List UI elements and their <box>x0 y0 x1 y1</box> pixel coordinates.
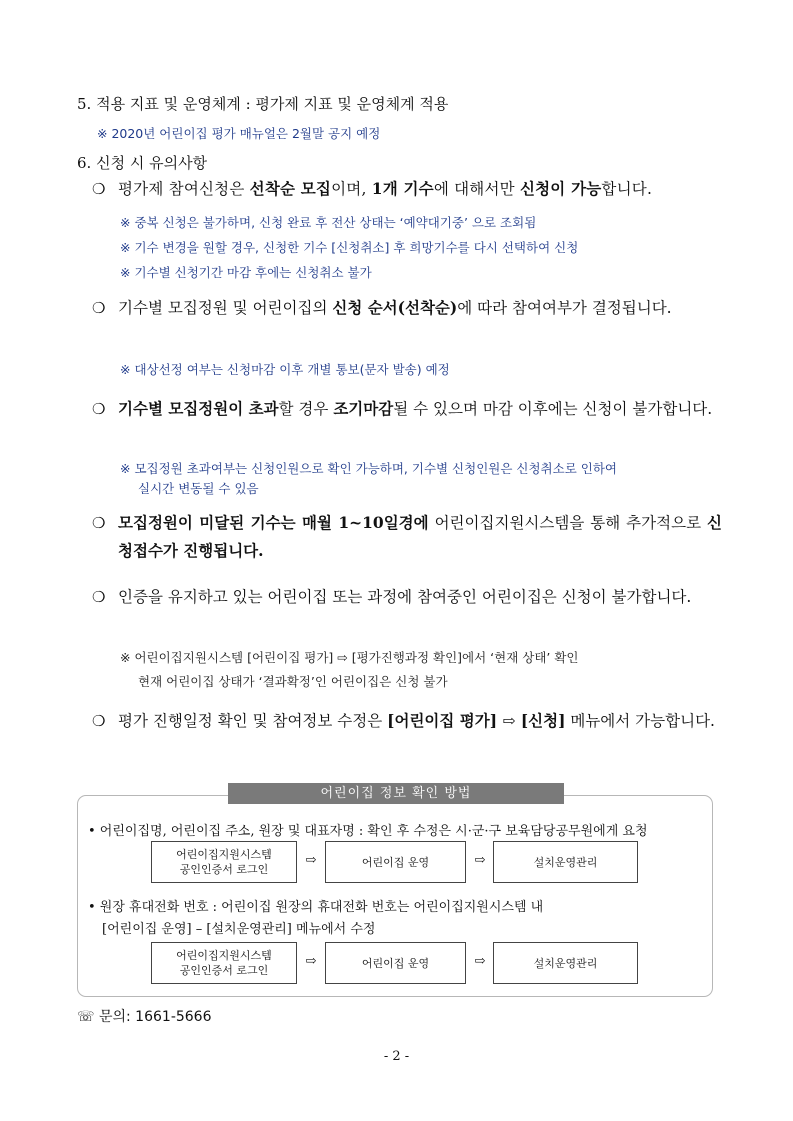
flow-2-management-box: 설치운영관리 <box>493 942 638 984</box>
item-1-note-1: ※ 중복 신청은 불가하며, 신청 완료 후 전산 상태는 ‘예약대기중’ 으로 조회됨 <box>120 215 537 230</box>
requirement-item-4: ❍ 모집정원이 미달된 기수는 매월 1~10일경에 어린이집지원시스템을 통해 추가적으로 신청접수가 진행됩니다. <box>92 509 722 565</box>
flow-1-management-box: 설치운영관리 <box>493 841 638 883</box>
contact-line <box>77 1006 212 1026</box>
requirement-item-2: ❍ 기수별 모집정원 및 어린이집의 신청 순서(선착순)에 따라 참여여부가 결정됩니다. <box>92 294 722 322</box>
flow-1-operation-box: 어린이집 운영 <box>325 841 466 883</box>
requirement-item-1: ❍ 평가제 참여신청은 선착순 모집이며, 1개 기수에 대해서만 신청이 가능합니다. <box>92 175 722 203</box>
item-5-note-line-2: 현재 어린이집 상태가 ‘결과확정’인 어린이집은 신청 불가 <box>138 674 448 689</box>
contact-text: 문의: 1661-5666 <box>98 1009 212 1025</box>
requirement-item-3: ❍ 기수별 모집정원이 초과할 경우 조기마감될 수 있으며 마감 이후에는 신청이 불가합니다. <box>92 395 722 423</box>
requirement-item-6: ❍ 평가 진행일정 확인 및 참여정보 수정은 [어린이집 평가] ⇨ [신청] 메뉴에서 가능합니다. <box>92 707 722 735</box>
section-5-heading: 5. 적용 지표 및 운영체계 : 평가제 지표 및 운영체계 적용 <box>77 95 449 113</box>
arrow-right-icon: ⇨ <box>474 853 486 868</box>
item-5-note-line-1: ※ 어린이집지원시스템 [어린이집 평가] ⇨ [평가진행과정 확인]에서 ‘현재 상태’ 확인 <box>120 650 579 665</box>
arrow-right-icon: ⇨ <box>474 954 486 969</box>
bullet-circle-icon: ❍ <box>92 400 106 418</box>
info-box-title: 어린이집 정보 확인 방법 <box>228 783 564 804</box>
info-line-3: [어린이집 운영] – [설치운영관리] 메뉴에서 수정 <box>102 922 376 937</box>
arrow-right-icon: ⇨ <box>305 954 317 969</box>
bullet-circle-icon: ❍ <box>92 588 106 606</box>
info-line-2: • 원장 휴대전화 번호 : 어린이집 원장의 휴대전화 번호는 어린이집지원시스템 내 <box>88 900 544 915</box>
flow-2-login-box: 어린이집지원시스템 공인인증서 로그인 <box>151 942 297 984</box>
phone-icon: ☏ <box>77 1009 95 1025</box>
item-2-note: ※ 대상선정 여부는 신청마감 이후 개별 통보(문자 발송) 예정 <box>120 362 450 377</box>
item-1-note-2: ※ 기수 변경을 원할 경우, 신청한 기수 [신청취소] 후 희망기수를 다시 선택하여 신청 <box>120 240 579 255</box>
item-3-note-line-2: 실시간 변동될 수 있음 <box>138 481 259 496</box>
flow-2-operation-box: 어린이집 운영 <box>325 942 466 984</box>
bullet-circle-icon: ❍ <box>92 712 106 730</box>
info-line-1: • 어린이집명, 어린이집 주소, 원장 및 대표자명 : 확인 후 수정은 시·군·구 보육담당공무원에게 요청 <box>88 824 648 839</box>
arrow-right-icon: ⇨ <box>305 853 317 868</box>
item-1-note-3: ※ 기수별 신청기간 마감 후에는 신청취소 불가 <box>120 265 372 280</box>
section-5-note: ※ 2020년 어린이집 평가 매뉴얼은 2월말 공지 예정 <box>97 126 381 141</box>
bullet-circle-icon: ❍ <box>92 180 106 198</box>
section-6-heading: 6. 신청 시 유의사항 <box>77 154 208 172</box>
bullet-circle-icon: ❍ <box>92 514 106 532</box>
page-number: - 2 - <box>383 1049 410 1064</box>
item-3-note-line-1: ※ 모집정원 초과여부는 신청인원으로 확인 가능하며, 기수별 신청인원은 신청취소로 인하여 <box>120 461 617 476</box>
bullet-circle-icon: ❍ <box>92 299 106 317</box>
requirement-item-5: ❍ 인증을 유지하고 있는 어린이집 또는 과정에 참여중인 어린이집은 신청이 불가합니다. <box>92 583 722 611</box>
flow-1-login-box: 어린이집지원시스템 공인인증서 로그인 <box>151 841 297 883</box>
